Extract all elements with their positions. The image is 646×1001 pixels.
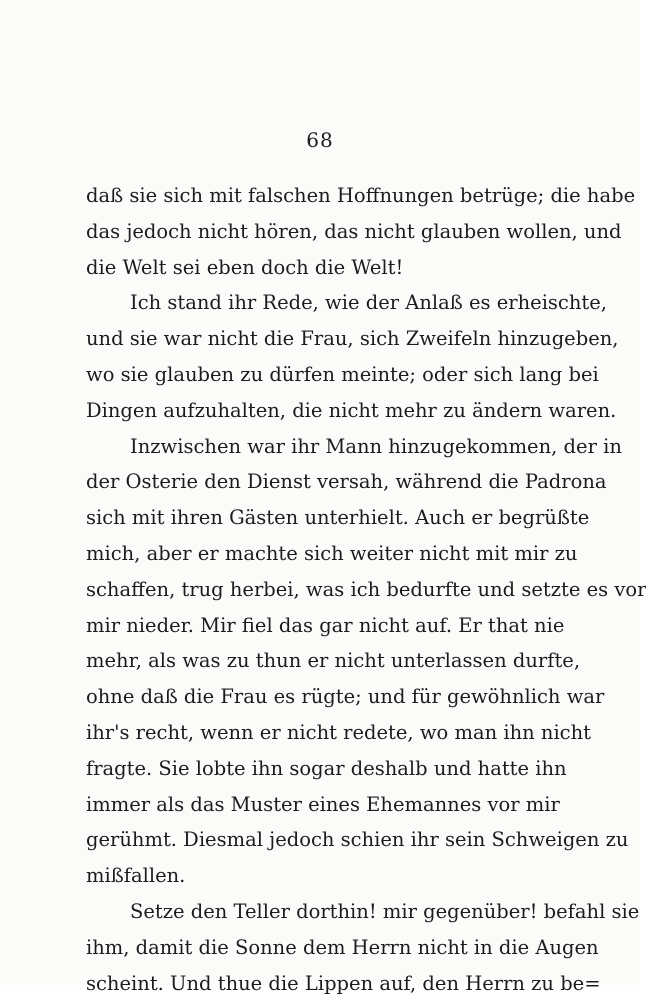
text-line: der Osterie den Dienst versah, während die Padrona [86, 470, 607, 494]
text-line: wo sie glauben zu dürfen meinte; oder sich lang bei [86, 362, 599, 386]
paragraph-2 [86, 285, 619, 428]
text-line: mir nieder. Mir fiel das gar nicht auf. Er that nie [86, 613, 565, 637]
text-line: mich, aber er machte sich weiter nicht mit mir zu [86, 541, 578, 565]
text-line: daß sie sich mit falschen Hoffnungen betrüge; die habe [86, 184, 636, 207]
text-line: mißfallen. [86, 864, 186, 888]
text-line: Ich stand ihr Rede, wie der Anlaß es erheischte, [130, 291, 607, 315]
page-number: 68 [306, 128, 334, 152]
paragraph-3 [86, 429, 646, 894]
text-line: sich mit ihren Gästen unterhielt. Auch er begrüßte [86, 506, 590, 530]
text-line: die Welt sei eben doch die Welt! [86, 255, 404, 279]
text-line: ihr's recht, wenn er nicht redete, wo man ihn nicht [86, 720, 592, 744]
text-line: fragte. Sie lobte ihn sogar deshalb und hatte ihn [86, 756, 567, 780]
text-line: ohne daß die Frau es rügte; und für gewöhnlich war [86, 685, 605, 709]
text-line: scheint. Und thue die Lippen auf, den Herrn zu be= [86, 971, 601, 995]
text-line: immer als das Muster eines Ehemannes vor mir [86, 792, 560, 816]
text-line: Inzwischen war ihr Mann hinzugekommen, der in [130, 434, 622, 458]
text-line: das jedoch nicht hören, das nicht glauben wollen, und [86, 219, 622, 243]
text-line: Setze den Teller dorthin! mir gegenüber! befahl sie [130, 899, 640, 923]
text-line: Dingen aufzuhalten, die nicht mehr zu ändern waren. [86, 398, 617, 422]
text-line: mehr, als was zu thun er nicht unterlassen durfte, [86, 649, 581, 673]
text-line: gerühmt. Diesmal jedoch schien ihr sein Schweigen zu [86, 828, 629, 852]
paragraph-4 [86, 894, 640, 1001]
text-line: schaffen, trug herbei, was ich bedurfte und setzte es vor [86, 577, 646, 601]
paragraph-1 [86, 178, 636, 285]
text-line: ihm, damit die Sonne dem Herrn nicht in die Augen [86, 935, 599, 959]
text-line: und sie war nicht die Frau, sich Zweifeln hinzugeben, [86, 327, 619, 351]
body-text [86, 178, 646, 1001]
